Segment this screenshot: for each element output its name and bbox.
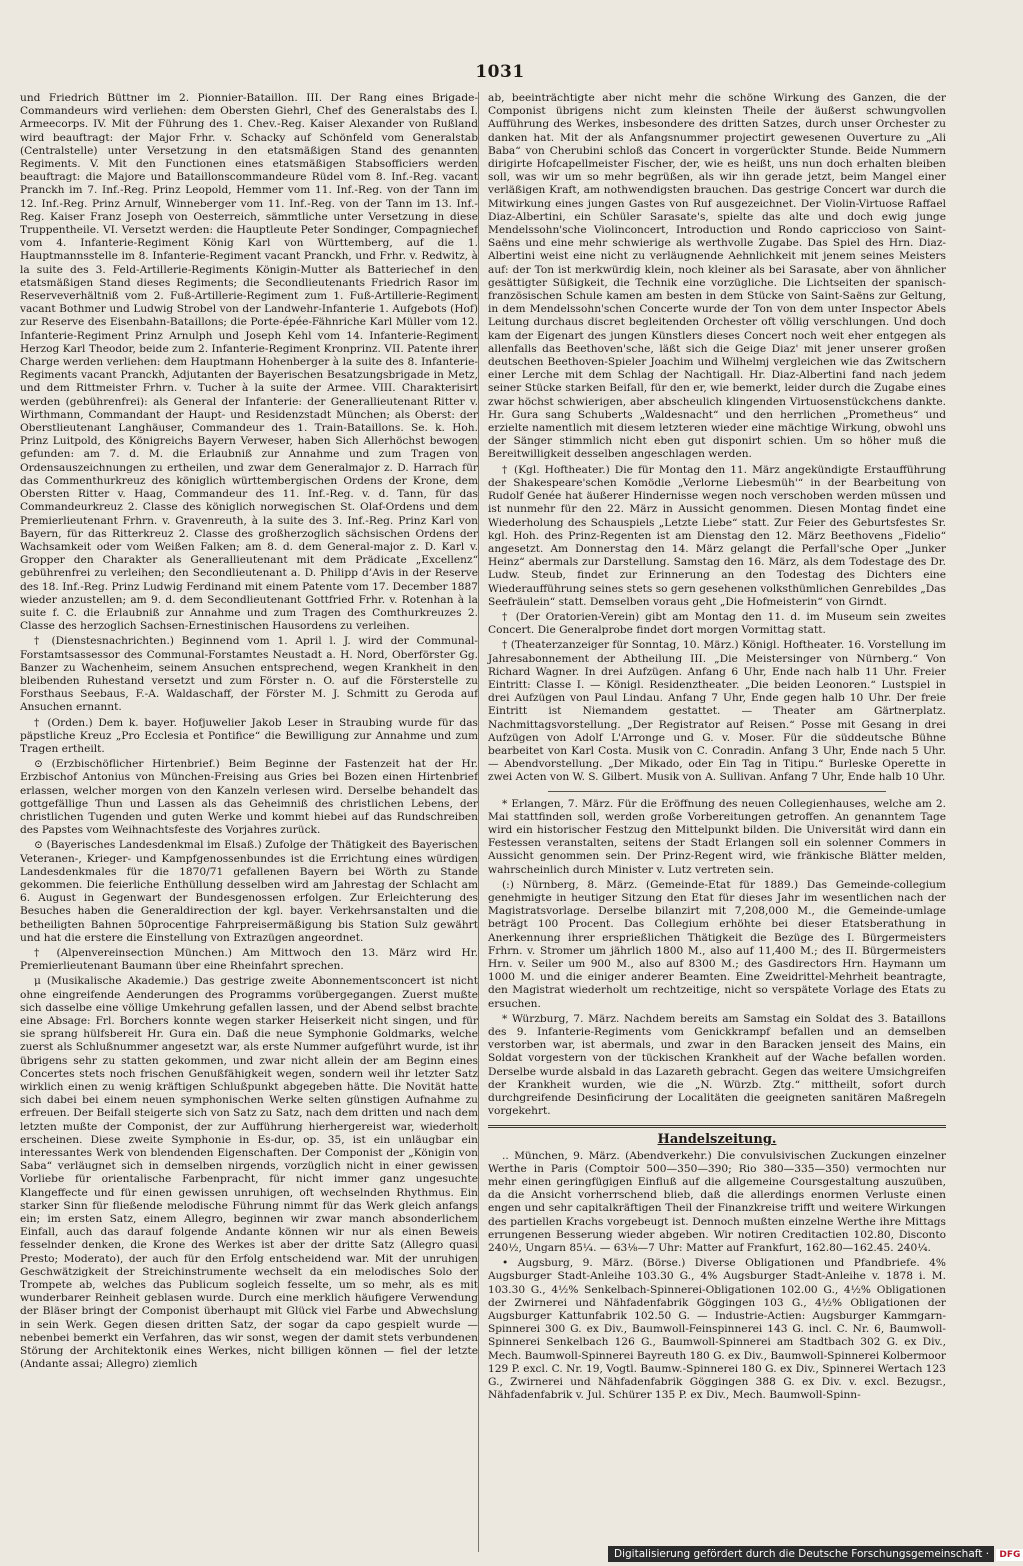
article-augsburg-boerse: • Augsburg, 9. März. (Börse.) Diverse Obligationen und Pfandbriefe. 4% Augsburger Stadt-Anleihe 103.30 G., 4% Augsburger Stadt-Anleihe v. 1878 i. M. 103.30 G., 4½% Senkelbach-Spinnerei-Obligationen 102.00 G., 4½% Obligationen der Zwirnerei und Nähfadenfabrik Göggingen 103 G., 4½% Obligationen der Augsburger Kattunfabrik 102.50 G. — Industrie-Actien: Augsburger Kammgarn-Spinnerei 300 G. ex Div., Baumwoll-Feinspinnerei 143 G. incl. C. Nr. 6, Baumwoll-Spinnerei Senkelbach 126 G., Baumwoll-Spinnerei am Stadtbach 302 G. ex Div., Mech. Baumwoll-Spinnerei Bayreuth 180 G. ex Div., Baumwoll-Spinnerei Kolbermoor 129 P. excl. C. Nr. 19, Vogtl. Baumw.-Spinnerei 180 G. ex Div., Spinnerei Wertach 123 G., Zwirnerei und Nähfadenfabrik Göggingen 388 G. ex Div. v. excl. Bezugsr., Nähfadenfabrik v. Jul. Schürer 135 P. ex Div., Mech. Baumwoll-Spinn- bbox=[488, 1257, 946, 1402]
handelszeitung-heading: Handelszeitung. bbox=[657, 1132, 777, 1148]
article-theaterzanzeiger: † (Theaterzanzeiger für Sonntag, 10. März.) Königl. Hoftheater. 16. Vorstellung im Jahresabonnement der Abtheilung III. „Die Meistersinger von Nürnberg.“ Von Richard Wagner. In drei Aufzügen. Anfang 6 Uhr, Ende nach halb 11 Uhr. Freier Eintritt: Classe I. — Königl. Residenztheater. „Die beiden Leonoren.“ Lustspiel in drei Aufzügen von Paul Lindau. Anfang 7 Uhr, Ende gegen halb 10 Uhr. Der freie Eintritt ist Niemandem gestattet. — Theater am Gärtnerplatz. Nachmittagsvorstellung. „Der Registrator auf Reisen.“ Posse mit Gesang in drei Aufzügen von Adolf L'Arronge und G. v. Moser. Für die süddeutsche Bühne bearbeitet von Karl Costa. Musik von C. Conradin. Anfang 3 Uhr, Ende nach 5 Uhr. — Abendvorstellung. „Der Mikado, oder Ein Tag in Titipu.“ Burleske Operette in zwei Acten von W. S. Gilbert. Musik von A. Sullivan. Anfang 7 Uhr, Ende halb 10 Uhr. bbox=[488, 639, 946, 784]
article-oratorien-verein: † (Der Oratorien-Verein) gibt am Montag den 11. d. im Museum sein zweites Concert. Die Generalprobe findet dort morgen Vormittag statt. bbox=[488, 610, 946, 637]
handel-rule bbox=[488, 1125, 946, 1128]
article-muenchen-boerse: .. München, 9. März. (Abendverkehr.) Die convulsivischen Zuckungen einzelner Werthe in Paris (Comptoir 500—350—390; Rio 380—335—350) vermochten nur mehr einen geringfügigen Einfluß auf die allgemeine Coursgestaltung auszuüben, da die Ansicht vorherrschend blieb, daß die allerdings enormen Verluste einen engen und sehr capitalkräftigen Theil der Finanzkreise trifft und weitere Wirkungen des partiellen Krachs vorgebeugt ist. Dennoch mußten einzelne Werthe ihre Mittags errungenen Besserung wieder abgeben. Wir notiren Creditactien 102.80, Disconto 240½, Ungarn 85¼. — 63⅛—7 Uhr: Matter auf Frankfurt, 162.80—162.45. 240¼. bbox=[488, 1149, 946, 1255]
article-appointments: und Friedrich Büttner im 2. Pionnier-Bataillon. III. Der Rang eines Brigade-Commandeurs wird verliehen: dem Obersten Giehrl, Chef des Generalstabs des I. Armeecorps. IV. Mit der Führung des 1. Chev.-Reg. Kaiser Alexander von Rußland wird beauftragt: der Major Frhr. v. Schacky auf Schönfeld vom Generalstab (Centralstelle) unter Versetzung in den etatsmäßigen Stand des genannten Regiments. V. Mit den Functionen eines etatsmäßigen Stabsofficiers werden beauftragt: die Majore und Bataillonscommandeure Rüdel vom 8. Inf.-Reg. vacant Pranckh im 7. Inf.-Reg. Prinz Leopold, Hemmer vom 11. Inf.-Reg. von der Tann im 12. Inf.-Reg. Prinz Arnulf, Winneberger vom 11. Inf.-Reg. von der Tann im 13. Inf.-Reg. Kaiser Franz Joseph von Oesterreich, sämmtliche unter Versetzung in diese Truppentheile. VI. Versetzt werden: die Hauptleute Peter Sondinger, Compagniechef vom 4. Infanterie-Regiment König Karl von Württemberg, auf die 1. Hauptmannsstelle im 8. Infanterie-Regiment vacant Pranckh, und Frhr. v. Redwitz, à la suite des 3. Feld-Artillerie-Regiments Königin-Mutter als Batteriechef in den etatsmäßigen Stand dieses Regiments; die Secondlieutenants Friedrich Rasor im Reserveverhältniß vom 2. Fuß-Artillerie-Regiment zum 1. Fuß-Artillerie-Regiment vacant Bothmer und Ludwig Strobel von der Landwehr-Infanterie 1. Aufgebots (Hof) zur Reserve des Eisenbahn-Bataillons; die Porte-épée-Fähnriche Karl Müller vom 12. Infanterie-Regiment Prinz Arnulph und Joseph Kehl vom 14. Infanterie-Regiment Herzog Karl Theodor, beide zum 2. Infanterie-Regiment Kronprinz. VII. Patente ihrer Charge werden verliehen: dem Hauptmann Hohenberger à la suite des 8. Infanterie-Regiments vacant Pranckh, Adjutanten der Bayerischen Besatzungsbrigade in Metz, und dem Rittmeister Frhrn. v. Tucher à la suite der Armee. VIII. Charakterisirt werden (gebührenfrei): als General der Infanterie: der Generallieutenant Ritter v. Wirthmann, Commandant der Haupt- und Residenzstadt München; als Oberst: der Oberstlieutenant Langhäuser, Commandeur des 1. Train-Bataillons. Se. k. Hoh. Prinz Luitpold, des Königreichs Bayern Verweser, haben Sich Allerhöchst bewogen gefunden: am 7. d. M. die Erlaubniß zur Annahme und zum Tragen von Ordensauszeichnungen zu ertheilen, und zwar dem Generalmajor z. D. Harrach für das Commenthurkreuz des königlich württembergischen Ordens der Krone, dem Obersten Ritter v. Haag, Commandeur des 11. Inf.-Reg. v. d. Tann, für das Commandeurkreuz 2. Classe des königlich norwegischen St. Olaf-Ordens und dem Premierlieutenant Frhrn. v. Gravenreuth, à la suite des 3. Inf.-Reg. Prinz Karl von Bayern, für das Ritterkreuz 2. Classe des großherzoglich sächsischen Ordens der Wachsamkeit oder vom Weißen Falken; am 8. d. dem General-major z. D. Karl v. Gropper den Charakter als Generallieutenant mit dem Prädicate „Excellenz“ gebührenfrei zu verleihen; den Secondlieutenant a. D. Philipp d’Avis in der Reserve des 18. Inf.-Reg. Prinz Ludwig Ferdinand mit einem Patente vom 17. December 1887 wieder anzustellen; am 9. d. dem Secondlieutenant Gottfried Frhr. v. Rotenhan à la suite f. C. die Erlaubniß zur Annahme und zum Tragen des Comthurkreuzes 2. Classe des herzoglich Sachsen-Ernestinischen Hausordens zu verleihen. bbox=[20, 92, 478, 633]
right-column bbox=[488, 92, 946, 1554]
footer-text: Digitalisierung gefördert durch die Deutsche Forschungsgemeinschaft · bbox=[614, 1548, 990, 1560]
article-akademie-continued: ab, beeinträchtigte aber nicht mehr die schöne Wirkung des Ganzen, die der Componist übrigens nicht zum kleinsten Theile der äußerst schwungvollen Aufführung des Werkes, insbesondere des dritten Satzes, durch unser Orchester zu danken hat. Mit der als Anfangsnummer projectirt gewesenen Ouverture zu „Ali Baba“ von Cherubini schloß das Concert in vorgerückter Stunde. Beide Nummern dirigirte Hofcapellmeister Fischer, der, wie es heißt, uns nun doch erhalten bleiben soll, was wir um so mehr begrüßen, als wir ihn gerade jetzt, beim Mangel einer verläßigen Kraft, am nothwendigsten brauchen. Das gestrige Concert war durch die Mitwirkung eines jungen Gastes von Ruf ausgezeichnet. Der Violin-Virtuose Raffael Diaz-Albertini, ein Schüler Sarasate's, spielte das alte und doch ewig junge Mendelssohn'sche Violinconcert, Introduction und Rondo capriccioso von Saint-Saëns und eine mehr schwierige als werthvolle Zugabe. Das Spiel des Hrn. Diaz-Albertini weist eine nicht zu verläugnende Aehnlichkeit mit jenem seines Meisters auf: der Ton ist merkwürdig klein, noch kleiner als bei Sarasate, aber von ähnlicher gesättigter Süßigkeit, die Technik eine vorzügliche. Die Lichtseiten der spanisch-französischen Schule kamen am besten in dem Stücke von Saint-Saëns zur Geltung, in dem Mendelssohn'schen Concerte wurde der Ton von dem unter Inspector Abels Leitung durchaus discret begleitenden Orchester oft völlig verschlungen. Und doch kam der Eigenart des jungen Künstlers dieses Concert noch weit eher entgegen als allenfalls das Beethoven'sche, läßt sich die Geige Diaz' mit jener unserer großen deutschen Beethoven-Spieler Joachim und Wilhelmj vergleichen wie das Zwitschern einer Lerche mit dem Schlag der Nachtigall. Hr. Diaz-Albertini fand nach jedem seiner Stücke starken Beifall, für den er, wie bemerkt, leider durch die Zugabe eines zwar höchst schwierigen, aber abscheulich klingenden Virtuosenstückchens dankte. Hr. Gura sang Schuberts „Waldesnacht“ und den herrlichen „Prometheus“ und erzielte namentlich mit diesem letzteren wieder eine mächtige Wirkung, obwohl uns der Sänger stimmlich nicht eben gut disponirt schien. Um so höher muß die Bereitwilligkeit desselben angeschlagen werden. bbox=[488, 92, 946, 461]
section-rule bbox=[548, 791, 886, 792]
page-number: 1031 bbox=[475, 62, 525, 82]
article-wuerzburg: * Würzburg, 7. März. Nachdem bereits am Samstag ein Soldat des 3. Bataillons des 9. Infanterie-Regiments vom Genickkrampf befallen und an demselben verstorben war, ist abermals, und zwar in den Baracken jenseit des Mains, ein Soldat vorgestern von der tückischen Krankheit auf der Wache befallen worden. Derselbe wurde alsbald in das Lazareth gebracht. Gegen das weitere Umsichgreifen der Krankheit wurden, wie die „N. Würzb. Ztg.“ mittheilt, sofort durch durchgreifende Desinficirung der Localitäten die geeigneten sanitären Maßregeln vorgekehrt. bbox=[488, 1012, 946, 1118]
article-erlangen: * Erlangen, 7. März. Für die Eröffnung des neuen Collegienhauses, welche am 2. Mai stattfinden soll, werden große Vorbereitungen getroffen. An genanntem Tage wird ein historischer Festzug den Mittelpunkt bilden. Die Universität wird dann ein Festessen veranstalten, seitens der Stadt Erlangen soll ein solenner Commers in Aussicht genommen sein. Der Prinz-Regent wird, wie fränkische Blätter melden, wahrscheinlich durch Minister v. Lutz vertreten sein. bbox=[488, 797, 946, 876]
article-hoftheater: † (Kgl. Hoftheater.) Die für Montag den 11. März angekündigte Erstaufführung der Shakespeare'schen Komödie „Verlorne Liebesmüh'“ in der Bearbeitung von Rudolf Genée hat äußerer Hindernisse wegen noch verschoben werden müssen und ist nunmehr für den 22. März in Aussicht genommen. Diesen Montag findet eine Wiederholung des Schauspiels „Letzte Liebe“ statt. Zur Feier des Geburtsfestes Sr. kgl. Hoh. des Prinz-Regenten ist am Dienstag den 12. März Beethovens „Fidelio“ angesetzt. Am Donnerstag den 14. März gelangt die Perfall'sche Oper „Junker Heinz“ abermals zur Darstellung. Samstag den 16. März, als dem Todestage des Dr. Ludw. Steub, findet zur Erinnerung an den Todestag des Dichters eine Wiederaufführung seines stets so gern gesehenen volksthümlichen Genrebildes „Das Seefräulein“ statt. Demselben voraus geht „Die Hofmeisterin“ von Girndt. bbox=[488, 463, 946, 608]
dfg-logo: DFG bbox=[996, 1549, 1023, 1561]
article-hirtenbrief: ⊙ (Erzbischöflicher Hirtenbrief.) Beim Beginne der Fastenzeit hat der Hr. Erzbischof Antonius von München-Freising aus Gries bei Bozen einen Hirtenbrief erlassen, welcher morgen von den Kanzeln verlesen wird. Derselbe behandelt das gottgefällige Thun und Lassen als das Geheimniß des christlichen Lebens, der christlichen Tugenden und guten Werke und kommt hiebei auf das Rundschreiben des Papstes vom Weihnachtsfeste des Vorjahres zurück. bbox=[20, 758, 478, 837]
article-musikalische-akademie: μ (Musikalische Akademie.) Das gestrige zweite Abonnementsconcert ist nicht ohne eingreifende Aenderungen des Programms vorübergegangen. Zuerst mußte sich dasselbe eine völlige Umkehrung gefallen lassen, und der Abend selbst brachte eine Absage: Frl. Borchers konnte wegen starker Heiserkeit nicht singen, und für sie sprang hülfsbereit Hr. Gura ein. Daß die neue Symphonie Goldmarks, welche zuerst als Schlußnummer angesetzt war, als erste Nummer aufgeführt wurde, ist ihr übrigens sehr zu statten gekommen, und zwar nicht allein der am Beginn eines Concertes stets noch frischen Genußfähigkeit wegen, sondern weil ihr letzter Satz wirklich einen zu wenig kräftigen Schlußpunkt abgegeben hätte. Die Novität hatte sich dabei bei einem neuen symphonischen Werke selten günstigen Aufnahme zu erfreuen. Der Beifall steigerte sich von Satz zu Satz, nach dem dritten und nach dem letzten mußte der Componist, der zur Aufführung hierhergereist war, wiederholt erscheinen. Diese zweite Symphonie in Es-dur, op. 35, ist ein unläugbar ein interessantes Werk von blendenden Eigenschaften. Der Componist der „Königin von Saba“ verläugnet sich in demselben nirgends, vorzüglich nicht in einer gewissen Vorliebe für orientalische Farbenpracht, für nicht immer ganz ungesuchte Klangeffecte und für einen gewissen unruhigen, oft wechselnden Rhythmus. Ein starker Sinn für fließende melodische Führung nimmt für das Werk gleich anfangs ein; im ersten Satz, einem Allegro, beginnen wir zwar manch absonderlichem Einfall, auch das darauf folgende Andante können wir nur als einen Beweis fesselnder denken, die Krone des Werkes ist aber der dritte Satz (Allegro quasi Presto; Moderato), der auch für den Erfolg entscheidend war. Mit der unruhigen Geschwätzigkeit der Streichinstrumente wechselt da ein melodisches Solo der Trompete ab, welches das Publicum sogleich fesselte, um so mehr, als es mit wunderbarer Reinheit geblasen wurde. Durch eine merklich häufigere Verwendung der Bläser bringt der Componist überhaupt mit Glück viel Farbe und Abwechslung in sein Werk. Gegen diesen dritten Satz, der sogar da capo gespielt wurde — nebenbei bemerkt ein Verfahren, das wir sonst, wegen der damit stets verbundenen Störung der Architektonik eines Werkes, nicht billigen können — fiel der letzte (Andante assai; Allegro) ziemlich bbox=[20, 975, 478, 1371]
article-nuernberg: (:) Nürnberg, 8. März. (Gemeinde-Etat für 1889.) Das Gemeinde-collegium genehmigte in heutiger Sitzung den Etat für dieses Jahr im wesentlichen nach der Magistratsvorlage. Derselbe bilanzirt mit 7,208,000 M., die Gemeinde-umlage beträgt 100 Procent. Das Collegium erhöhte bei dieser Etatsberathung in Anerkennung ihrer ersprießlichen Thätigkeit die Bezüge des I. Bürgermeisters Frhrn. v. Stromer um jährlich 1800 M., also auf 11,400 M.; des II. Bürgermeisters Hrn. v. Seiler um 900 M., also auf 8300 M.; des Gasdirectors Hrn. Haymann um 1000 M. und die einiger anderer Beamten. Eine Zweidrittel-Mehrheit beantragte, den Magistrat wiederholt um rechtzeitige, nicht so verspätete Vorlage des Etats zu ersuchen. bbox=[488, 878, 946, 1010]
column-divider bbox=[478, 92, 479, 1552]
article-alpenverein: † (Alpenvereinsection München.) Am Mittwoch den 13. März wird Hr. Premierlieutenant Baumann über eine Rheinfahrt sprechen. bbox=[20, 947, 478, 973]
article-dienstesnachrichten: † (Dienstesnachrichten.) Beginnend vom 1. April l. J. wird der Communal-Forstamtsassessor des Communal-Forstamtes Neustadt a. H. Nord, Oberförster Gg. Banzer zu Wachenheim, seinem Ansuchen entsprechend, wegen Krankheit in den bleibenden Ruhestand versetzt und zum Förster n. O. auf die Försterstelle zu Forsthaus Seebaus, F.-A. Waldaschaff, der Förster M. J. Schmitt zu Geroda auf Ansuchen ernannt. bbox=[20, 635, 478, 714]
article-orden: † (Orden.) Dem k. bayer. Hofjuwelier Jakob Leser in Straubing wurde für das päpstliche Kreuz „Pro Ecclesia et Pontifice“ die Bewilligung zur Annahme und zum Tragen ertheilt. bbox=[20, 716, 478, 755]
left-column bbox=[20, 92, 478, 1554]
article-landesdenkmal: ⊙ (Bayerisches Landesdenkmal im Elsaß.) Zufolge der Thätigkeit des Bayerischen Veteranen-, Krieger- und Kampfgenossenbundes ist die Errichtung eines würdigen Landesdenkmales für die 1870/71 gefallenen Bayern bei Wörth zu Stande gekommen. Die feierliche Enthüllung desselben wird am Jahrestag der Schlacht am 6. August in Gegenwart der Bundesgenossen erfolgen. Zur Erleichterung des Besuches haben die Generaldirection der kgl. bayer. Verkehrsanstalten und die betheiligten Bahnen 50procentige Fahrpreisermäßigung bis Station Sulz gewährt und hat die erstere die Einstellung von Extrazügen angeordnet. bbox=[20, 839, 478, 944]
digitization-footer bbox=[608, 1546, 1021, 1562]
